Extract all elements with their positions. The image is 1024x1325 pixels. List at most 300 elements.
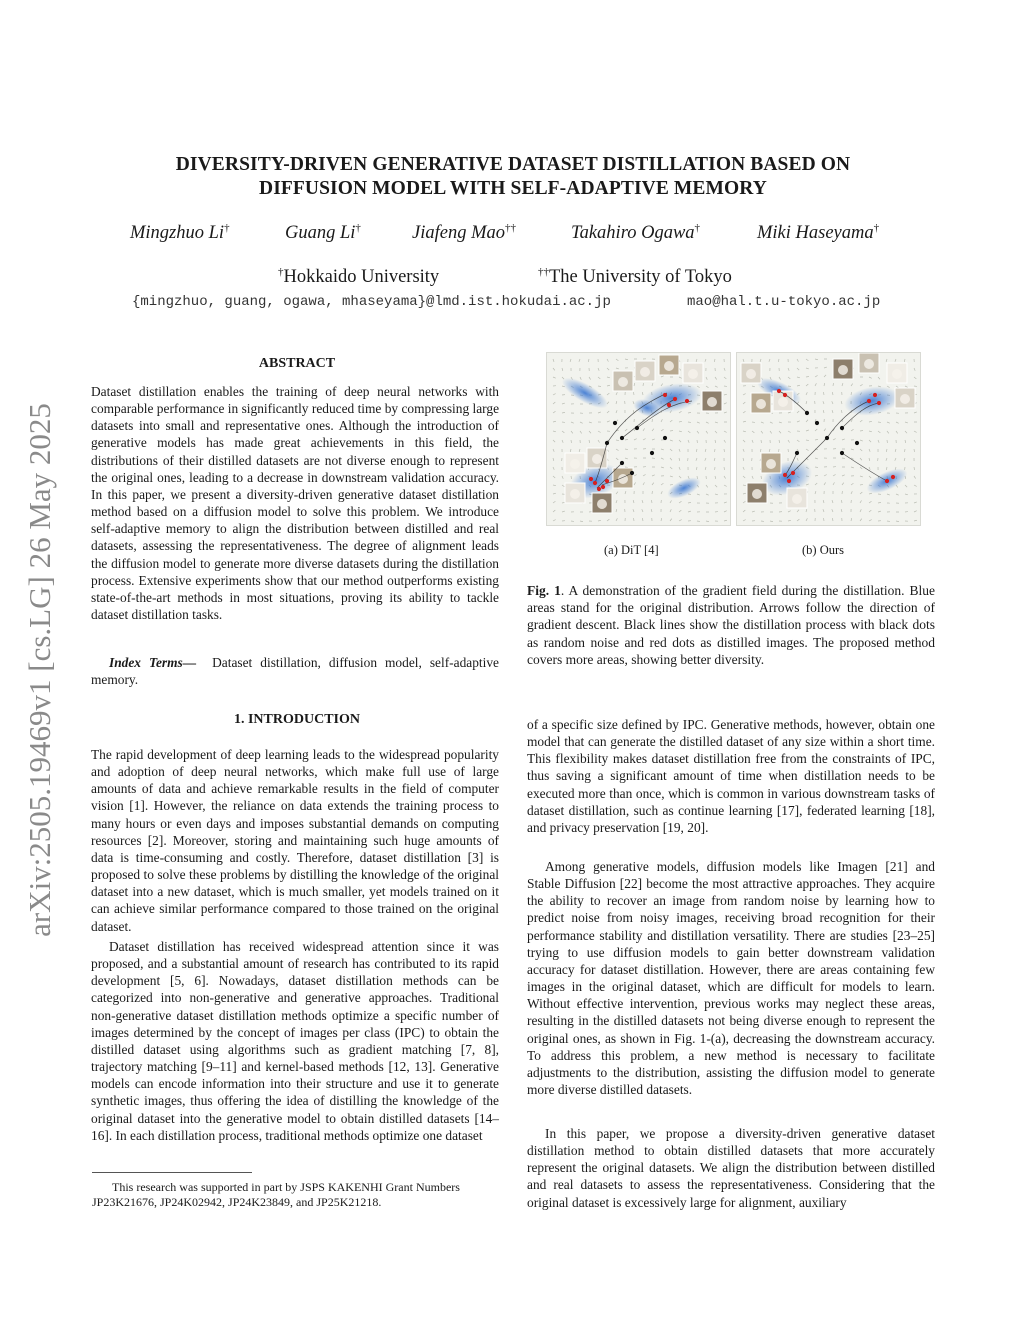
funding-footnote: This research was supported in part by JSPS KAKENHI Grant Numbers JP23K21676, JP24K02942, JP24K23849, and JP25K21218. — [92, 1180, 460, 1209]
random-noise-point — [630, 471, 634, 475]
gradient-arrow — [860, 500, 862, 503]
distilled-image-point — [589, 477, 593, 481]
gradient-arrow — [724, 520, 727, 521]
gradient-arrow — [823, 500, 824, 503]
gradient-arrow — [743, 440, 745, 442]
gradient-arrow — [860, 384, 863, 386]
figure-panel-dit — [546, 352, 731, 526]
gradient-arrow — [905, 431, 907, 433]
gradient-arrow — [679, 440, 681, 442]
gradient-arrow — [706, 485, 708, 487]
random-noise-point — [650, 451, 654, 455]
gradient-arrow — [896, 422, 899, 423]
gradient-arrow — [878, 511, 881, 512]
gradient-arrow — [788, 377, 790, 379]
gradient-arrow — [824, 429, 826, 431]
gradient-arrow — [797, 411, 799, 413]
original-distribution-area — [842, 382, 902, 419]
gradient-arrow — [914, 412, 917, 413]
gradient-arrow — [823, 410, 824, 413]
gradient-arrow — [752, 511, 755, 512]
gradient-arrow — [806, 430, 809, 431]
index-terms — [91, 654, 499, 688]
footnote-rule — [92, 1172, 252, 1173]
gradient-arrow — [724, 431, 727, 432]
gradient-arrow — [598, 431, 601, 433]
gradient-arrow — [851, 518, 852, 521]
gradient-arrow — [815, 439, 818, 440]
distilled-image-point — [663, 393, 667, 397]
gradient-arrow — [553, 402, 555, 404]
gradient-arrow — [806, 401, 807, 404]
gradient-arrow — [661, 483, 663, 485]
gradient-arrow — [788, 431, 791, 433]
gradient-arrow — [670, 467, 672, 469]
original-distribution-area — [558, 372, 612, 414]
gradient-arrow — [895, 458, 896, 461]
gradient-arrow — [752, 476, 753, 479]
gradient-arrow — [679, 458, 680, 461]
gradient-arrow — [553, 476, 555, 478]
gradient-arrow — [869, 501, 871, 503]
gradient-arrow — [724, 377, 726, 379]
gradient-arrow — [869, 476, 871, 478]
gradient-arrow — [580, 422, 583, 423]
random-noise-point — [605, 441, 609, 445]
gradient-arrow — [806, 518, 807, 521]
random-noise-point — [840, 451, 844, 455]
gradient-arrow — [806, 449, 809, 451]
sample-image-subject — [570, 489, 580, 499]
gradient-arrow — [705, 359, 706, 362]
gradient-arrow — [625, 429, 627, 431]
gradient-arrow — [688, 431, 690, 433]
gradient-arrow — [562, 368, 563, 371]
gradient-arrow — [652, 383, 653, 386]
distilled-image-point — [891, 475, 895, 479]
gradient-arrow — [616, 368, 619, 369]
title-line-1: DIVERSITY-DRIVEN GENERATIVE DATASET DISTILLATION BASED ON — [175, 154, 851, 175]
gradient-arrow — [607, 393, 609, 395]
gradient-arrow — [688, 511, 691, 512]
gradient-arrow — [616, 440, 619, 441]
email-tokyo: mao@hal.t.u-tokyo.ac.jp — [687, 294, 881, 310]
gradient-arrow — [779, 440, 780, 443]
gradient-arrow — [625, 439, 628, 440]
gradient-arrow — [815, 483, 817, 485]
gradient-arrow — [588, 359, 589, 362]
gradient-arrow — [553, 359, 554, 362]
gradient-arrow — [679, 501, 681, 503]
gradient-arrow — [823, 401, 824, 404]
gradient-arrow — [914, 377, 916, 379]
gradient-arrow — [824, 482, 826, 485]
gradient-arrow — [553, 510, 555, 512]
gradient-arrow — [904, 458, 905, 461]
index-terms-label: Index Terms— — [109, 655, 197, 670]
gradient-arrow — [815, 429, 817, 431]
gradient-arrow — [851, 419, 852, 422]
gradient-arrow — [661, 449, 664, 450]
gradient-arrow — [914, 520, 917, 521]
gradient-arrow — [661, 384, 663, 386]
sample-image-subject — [892, 369, 902, 379]
gradient-arrow — [914, 502, 917, 503]
gradient-arrow — [598, 520, 601, 521]
gradient-arrow — [832, 509, 833, 512]
gradient-arrow — [706, 377, 707, 380]
gradient-arrow — [914, 511, 917, 512]
gradient-arrow — [696, 467, 697, 470]
gradient-arrow — [633, 500, 634, 503]
gradient-arrow — [553, 411, 555, 413]
gradient-arrow — [579, 359, 580, 362]
gradient-arrow — [553, 467, 554, 470]
gradient-arrow — [770, 521, 773, 522]
gradient-arrow — [696, 449, 697, 452]
distilled-image-point — [877, 401, 881, 405]
gradient-arrow — [886, 449, 887, 452]
gradient-arrow — [706, 521, 709, 522]
gradient-arrow — [760, 449, 761, 452]
distilled-image-point — [873, 393, 877, 397]
sample-image-subject — [838, 365, 848, 375]
gradient-arrow — [832, 392, 833, 395]
gradient-arrow — [553, 520, 556, 521]
gradient-arrow — [706, 386, 708, 388]
gradient-arrow — [697, 494, 700, 495]
gradient-arrow — [869, 440, 871, 442]
gradient-arrow — [841, 410, 842, 413]
gradient-arrow — [634, 439, 637, 440]
gradient-arrow — [553, 501, 555, 503]
gradient-arrow — [571, 422, 574, 423]
gradient-arrow — [715, 422, 718, 423]
gradient-arrow — [824, 375, 826, 377]
gradient-arrow — [743, 493, 746, 494]
gradient-arrow — [607, 359, 608, 362]
gradient-arrow — [579, 449, 580, 452]
gradient-arrow — [562, 476, 563, 479]
gradient-arrow — [670, 420, 672, 422]
gradient-arrow — [860, 519, 862, 521]
gradient-arrow — [553, 458, 554, 461]
gradient-arrow — [833, 383, 834, 386]
gradient-arrow — [634, 383, 635, 386]
gradient-arrow — [607, 377, 610, 378]
gradient-arrow — [570, 449, 571, 452]
gradient-arrow — [553, 394, 556, 395]
gradient-arrow — [705, 458, 706, 461]
gradient-arrow — [724, 511, 727, 512]
gradient-arrow — [896, 494, 899, 495]
gradient-arrow — [779, 431, 781, 433]
gradient-arrow — [715, 386, 718, 387]
gradient-arrow — [860, 458, 862, 460]
gradient-arrow — [869, 421, 872, 422]
gradient-arrow — [661, 491, 662, 494]
gradient-arrow — [652, 475, 655, 476]
gradient-arrow — [851, 429, 854, 431]
gradient-arrow — [661, 419, 662, 422]
gradient-arrow — [815, 491, 816, 494]
gradient-arrow — [851, 449, 854, 450]
gradient-arrow — [652, 419, 653, 422]
gradient-arrow — [886, 458, 887, 461]
gradient-arrow — [571, 476, 572, 479]
gradient-arrow — [670, 449, 672, 451]
gradient-arrow — [806, 420, 808, 422]
gradient-arrow — [679, 520, 682, 521]
gradient-arrow — [553, 421, 556, 422]
gradient-arrow — [598, 377, 600, 379]
gradient-arrow — [760, 359, 761, 362]
gradient-arrow — [598, 440, 600, 443]
intro-paragraph-3: of a specific size defined by IPC. Generative methods, however, obtain one model that can generate the distilled dataset of any size within a short time. This flexibility makes dataset distillation free from the constraints of IPC, thus saving a significant amount of time when distillation needs to be executed more than once, which is common in various downstream tasks of dataset distillation, such as continue learning [17], federated learning [18], and privacy preservation [19, 20]. — [527, 717, 935, 835]
subfigure-label-a: (a) DiT [4] — [604, 543, 659, 557]
gradient-arrow — [697, 422, 700, 423]
gradient-arrow — [607, 421, 610, 422]
gradient-arrow — [643, 428, 645, 431]
gradient-arrow — [832, 518, 833, 521]
gradient-arrow — [869, 493, 872, 494]
title-line-2: DIFFUSION MODEL WITH SELF-ADAPTIVE MEMORY — [259, 178, 767, 199]
gradient-arrow — [743, 485, 746, 486]
gradient-field-plot-dit — [547, 353, 730, 525]
gradient-arrow — [797, 440, 799, 442]
gradient-arrow — [714, 458, 715, 461]
gradient-arrow — [788, 520, 791, 521]
gradient-arrow — [580, 377, 581, 380]
distilled-image-point — [685, 399, 689, 403]
gradient-arrow — [806, 392, 807, 395]
gradient-arrow — [832, 401, 833, 404]
distilled-image-point — [593, 481, 597, 485]
gradient-arrow — [815, 359, 818, 360]
figure-panel-ours — [736, 352, 921, 526]
gradient-arrow — [616, 392, 617, 395]
gradient-arrow — [761, 476, 762, 479]
gradient-arrow — [679, 411, 682, 413]
gradient-arrow — [788, 368, 789, 371]
gradient-arrow — [661, 429, 664, 431]
sample-image-subject — [640, 367, 650, 377]
gradient-arrow — [642, 518, 643, 521]
author-1: Mingzhuo Li† — [130, 222, 230, 244]
sample-image-subject — [756, 399, 766, 409]
gradient-arrow — [860, 484, 863, 485]
random-noise-point — [620, 461, 624, 465]
gradient-arrow — [905, 494, 908, 495]
gradient-arrow — [652, 429, 654, 431]
gradient-arrow — [688, 440, 689, 443]
intro-paragraph-2: Dataset distillation has received widespread attention since it was proposed, and a substantial amount of research has contributed to its rapid development [5, 6]. Nowadays, dataset distillation methods can be categorized into non-generative and generative approaches. Traditional non-generative dataset distillation methods optimize a specific number of images determined by the concept of images per class (IPC) to obtain the distilled dataset using algorithms such as gradient matching [7, 8], trajectory matching [9–11] and kernel-based methods [12, 13]. Generative models can encode information into their structure and use it to generate synthetic images, thus offering the idea of distilling the knowledge of the original dataset into the generative model to obtain distilled datasets [14–16]. In each distillation process, traditional methods optimize one dataset — [91, 939, 499, 1143]
gradient-arrow — [679, 476, 681, 478]
gradient-arrow — [652, 483, 654, 485]
gradient-arrow — [670, 440, 673, 441]
intro-paragraph-4: Among generative models, diffusion models like Imagen [21] and Stable Diffusion [22] become the most attractive approaches. They acquire the ability to recover an image from random noise by learning how to predict noise from noisy images, receiving broad recognition for their performance stability and distillation versatility. There are studies [23–25] trying to use diffusion models to gain better downstream validation accuracy for dataset distillation. However, there are areas containing few images in the original dataset, which are difficult for models to learn. Without effective intervention, previous works may neglect these areas, resulting in the distilled datasets not being diverse enough to represent the original ones, as shown in Fig. 1-(a), decreasing the downstream accuracy. To address this problem, a new method is necessary to facilitate adjustments to the distribution, assisting the diffusion model to generate more diverse distilled datasets. — [527, 859, 935, 1098]
abstract-text: Dataset distillation enables the training of deep neural networks with comparable performance in significantly reduced time by compressing large datasets into small and representative ones. Although the introduction of generative models has made great achievements in this field, the distributions of their distilled datasets are not diverse enough to represent the original ones, leading to a decrease in downstream validation accuracy. In this paper, we present a diversity-driven generative dataset distillation method based on a diffusion model to solve this problem. We introduce self-adaptive memory to align the distribution between distilled and real datasets, assessing the representativeness. The degree of alignment leads the diffusion model to generate more diverse datasets during the distillation process. Extensive experiments show that our method outperforms existing state-of-the-art methods in most situations, proving its ability to tackle dataset distillation tasks. — [91, 384, 500, 623]
gradient-arrow — [779, 377, 781, 380]
gradient-arrow — [806, 359, 808, 361]
gradient-arrow — [724, 403, 727, 404]
gradient-arrow — [815, 458, 818, 459]
gradient-arrow — [616, 458, 618, 460]
gradient-arrow — [743, 394, 746, 395]
abstract-heading: ABSTRACT — [258, 356, 336, 371]
gradient-arrow — [580, 431, 582, 433]
gradient-arrow — [815, 475, 818, 476]
distilled-image-point — [601, 485, 605, 489]
gradient-arrow — [770, 422, 773, 423]
gradient-arrow — [570, 359, 571, 362]
gradient-arrow — [714, 359, 715, 362]
gradient-arrow — [878, 377, 880, 379]
random-noise-point — [620, 436, 624, 440]
gradient-arrow — [607, 368, 609, 370]
gradient-arrow — [869, 377, 872, 378]
gradient-arrow — [815, 375, 818, 377]
affiliation-1: †Hokkaido University — [278, 266, 440, 288]
gradient-arrow — [797, 510, 799, 512]
gradient-arrow — [743, 431, 746, 432]
gradient-arrow — [778, 359, 779, 362]
gradient-arrow — [824, 475, 827, 476]
gradient-arrow — [724, 502, 727, 503]
gradient-arrow — [670, 500, 672, 503]
gradient-arrow — [797, 377, 800, 378]
sample-image-subject — [707, 397, 717, 407]
gradient-arrow — [642, 500, 643, 503]
gradient-arrow — [797, 519, 799, 521]
gradient-arrow — [724, 368, 725, 371]
gradient-arrow — [851, 384, 853, 386]
sample-image-subject — [570, 459, 580, 469]
random-noise-point — [635, 426, 639, 430]
gradient-arrow — [860, 509, 861, 512]
random-noise-point — [795, 451, 799, 455]
sample-image-subject — [664, 361, 674, 371]
sample-image-subject — [592, 454, 602, 464]
gradient-arrow — [788, 440, 790, 443]
gradient-arrow — [743, 501, 745, 503]
gradient-arrow — [688, 502, 691, 503]
gradient-arrow — [670, 484, 673, 485]
gradient-arrow — [679, 431, 682, 432]
gradient-arrow — [860, 476, 863, 477]
gradient-arrow — [878, 502, 881, 503]
gradient-arrow — [670, 458, 672, 460]
gradient-arrow — [642, 509, 643, 512]
gradient-arrow — [724, 412, 727, 413]
gradient-arrow — [743, 510, 745, 512]
gradient-arrow — [598, 412, 601, 413]
gradient-arrow — [886, 467, 887, 470]
gradient-arrow — [869, 520, 872, 521]
gradient-arrow — [914, 440, 916, 443]
author-4: Takahiro Ogawa† — [571, 222, 701, 244]
sample-image-subject — [864, 359, 874, 369]
gradient-arrow — [842, 475, 845, 476]
sample-image-subject — [752, 489, 762, 499]
gradient-arrow — [651, 500, 652, 503]
figure-caption — [527, 582, 935, 668]
gradient-arrow — [743, 359, 744, 362]
gradient-arrow — [679, 449, 680, 452]
gradient-arrow — [842, 383, 843, 386]
gradient-arrow — [851, 491, 852, 494]
gradient-arrow — [724, 485, 727, 486]
gradient-arrow — [743, 467, 744, 470]
gradient-arrow — [752, 440, 753, 443]
gradient-arrow — [895, 359, 896, 362]
gradient-arrow — [616, 359, 618, 361]
gradient-arrow — [895, 449, 896, 452]
gradient-arrow — [670, 509, 671, 512]
original-distribution-area — [664, 473, 703, 503]
sample-image-subject — [618, 377, 628, 387]
gradient-arrow — [752, 431, 754, 433]
distilled-image-point — [791, 471, 795, 475]
gradient-arrow — [824, 367, 827, 368]
random-noise-point — [815, 421, 819, 425]
gradient-arrow — [806, 384, 808, 386]
gradient-arrow — [869, 510, 871, 512]
gradient-arrow — [625, 449, 628, 450]
gradient-arrow — [616, 410, 617, 413]
gradient-arrow — [851, 483, 853, 485]
gradient-arrow — [878, 440, 879, 443]
gradient-arrow — [770, 431, 772, 433]
gradient-arrow — [616, 401, 617, 404]
gradient-arrow — [806, 440, 809, 441]
gradient-arrow — [616, 492, 618, 494]
gradient-arrow — [589, 431, 591, 433]
gradient-arrow — [706, 431, 708, 433]
gradient-arrow — [706, 422, 709, 423]
gradient-arrow — [896, 431, 898, 433]
gradient-arrow — [914, 368, 915, 371]
gradient-arrow — [860, 420, 862, 422]
gradient-arrow — [842, 483, 844, 485]
gradient-arrow — [914, 431, 917, 432]
gradient-arrow — [715, 431, 717, 433]
gradient-arrow — [833, 439, 836, 440]
gradient-arrow — [743, 458, 744, 461]
gradient-arrow — [724, 440, 726, 443]
gradient-arrow — [616, 449, 619, 451]
random-noise-point — [840, 426, 844, 430]
gradient-arrow — [553, 449, 554, 452]
random-noise-point — [825, 436, 829, 440]
gradient-arrow — [869, 431, 872, 432]
gradient-arrow — [661, 376, 664, 377]
gradient-arrow — [553, 368, 555, 370]
gradient-arrow — [598, 368, 599, 371]
random-noise-point — [805, 411, 809, 415]
introduction-heading: 1. INTRODUCTION — [233, 712, 360, 727]
random-noise-point — [855, 441, 859, 445]
gradient-arrow — [589, 440, 590, 443]
gradient-arrow — [743, 402, 745, 404]
random-noise-point — [663, 436, 667, 440]
author-3: Jiafeng Mao†† — [412, 222, 516, 244]
author-2: Guang Li† — [285, 222, 361, 244]
gradient-arrow — [851, 467, 854, 468]
gradient-arrow — [643, 482, 644, 485]
gradient-arrow — [705, 449, 706, 452]
gradient-arrow — [905, 422, 908, 423]
